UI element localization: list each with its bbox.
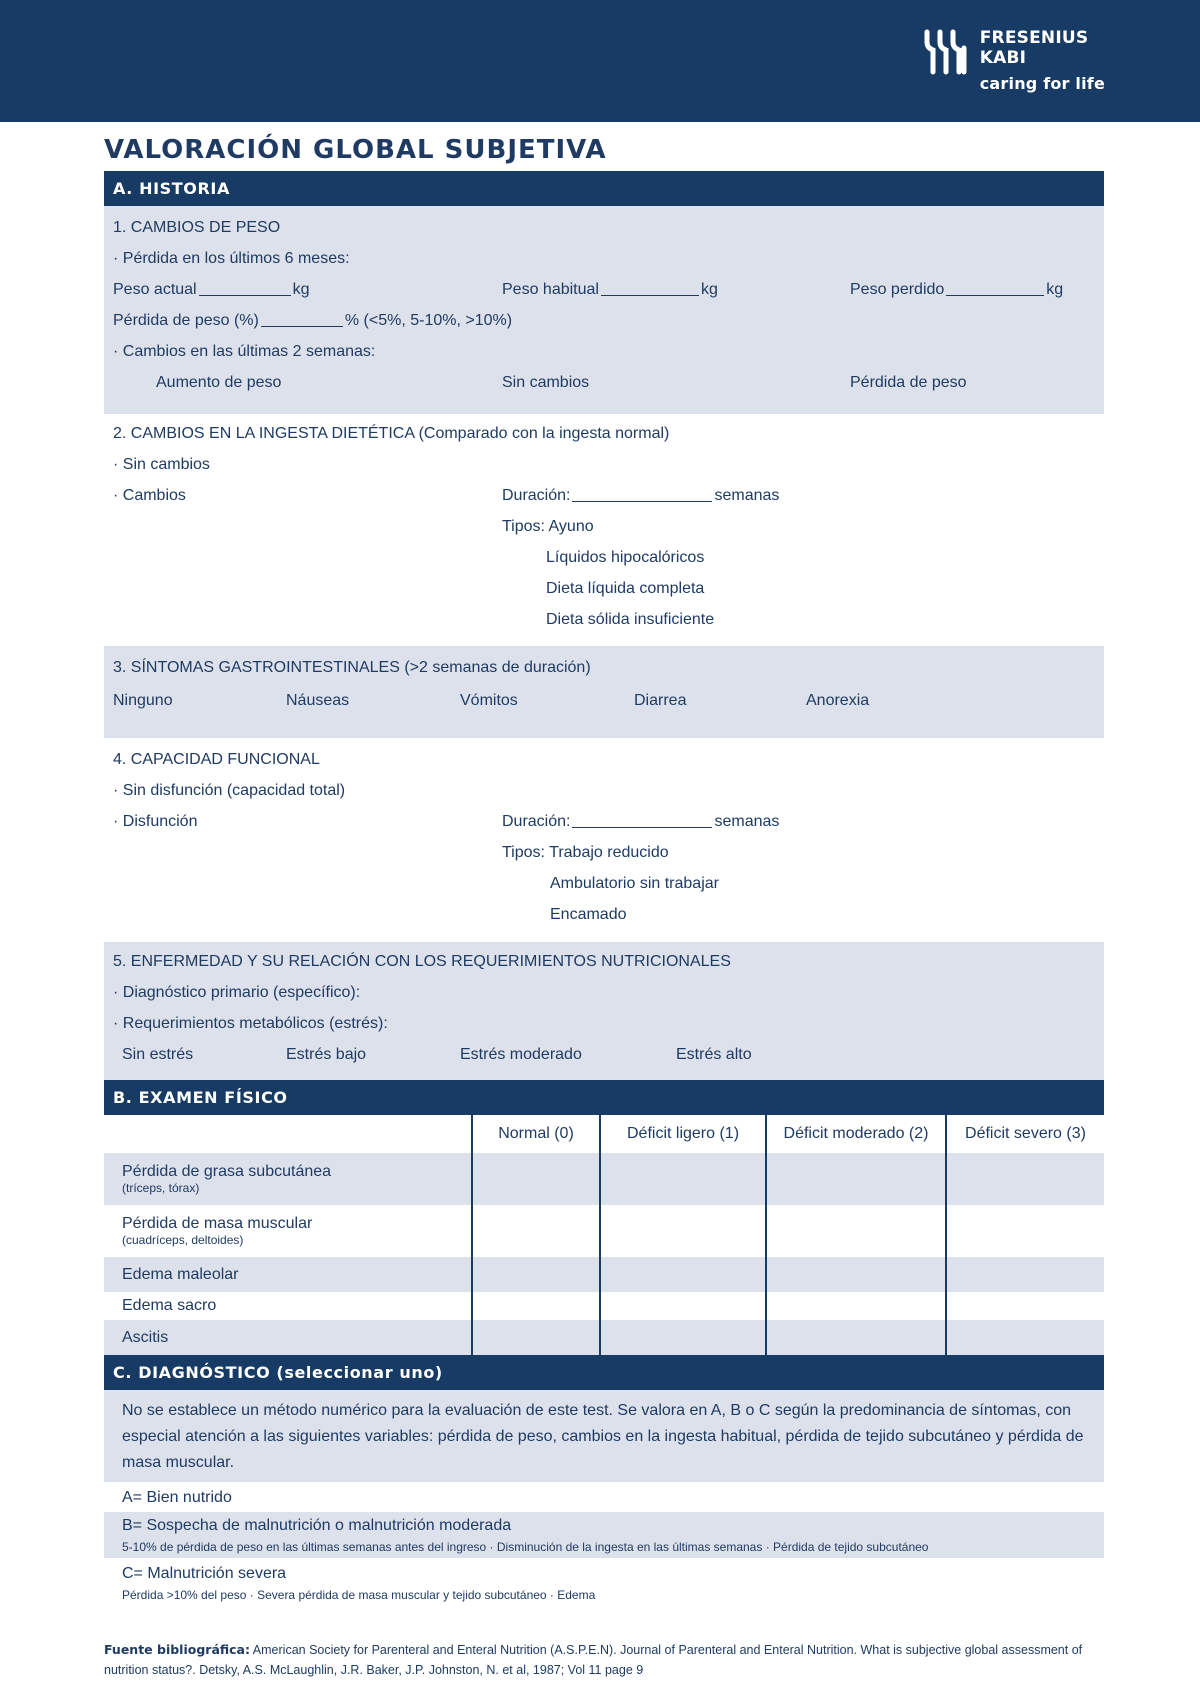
exam-header-blank: [104, 1115, 472, 1153]
exam-cell[interactable]: [946, 1205, 1104, 1257]
weight-title: 1. CAMBIOS DE PESO: [113, 219, 281, 236]
functional-semanas-unit: semanas: [714, 813, 780, 830]
gi-vomitos[interactable]: Vómitos: [460, 692, 518, 709]
peso-actual-field[interactable]: [199, 278, 291, 296]
disease-section: [104, 942, 1104, 1080]
weight-changes-section: [104, 206, 1104, 414]
diagnosis-description: No se establece un método numérico para la evaluación de este test. Se valora en A, B o C según la predominancia de síntomas, con especial atención a las siguientes variables: pérdida de peso, cambios en la ingesta habitual, pérdida de tejido subcutáneo y pérdida de masa muscular.: [104, 1390, 1104, 1482]
intake-cambios[interactable]: · Cambios: [113, 487, 186, 504]
peso-actual-unit: kg: [292, 281, 310, 298]
intake-tipo-liquidos[interactable]: Líquidos hipocalóricos: [546, 549, 705, 566]
fresenius-logo-icon: [922, 28, 970, 76]
section-a-heading: A. HISTORIA: [104, 171, 1104, 206]
exam-cell[interactable]: [472, 1153, 600, 1205]
table-row: [104, 1153, 1104, 1205]
exam-col-severo: Déficit severo (3): [946, 1115, 1104, 1153]
functional-tipo-trabajo[interactable]: Tipos: Trabajo reducido: [502, 844, 669, 861]
exam-cell[interactable]: [472, 1320, 600, 1355]
table-row: [104, 1292, 1104, 1320]
exam-cell[interactable]: [946, 1153, 1104, 1205]
peso-perdido-label: Peso perdido: [850, 281, 945, 298]
exam-cell[interactable]: [600, 1320, 766, 1355]
stress-bajo[interactable]: Estrés bajo: [286, 1046, 367, 1063]
physical-exam-table: [104, 1115, 1104, 1355]
brand-tagline: caring for life: [979, 74, 1105, 93]
intake-tipo-dieta-liquida[interactable]: Dieta líquida completa: [546, 580, 705, 597]
exam-row-label: Pérdida de grasa subcutánea: [122, 1163, 332, 1180]
diagnosis-c-detail: Pérdida >10% del peso · Severa pérdida de masa muscular y tejido subcutáneo · Edema: [122, 1588, 596, 1602]
stress-moderado[interactable]: Estrés moderado: [460, 1046, 582, 1063]
functional-sin-disfuncion[interactable]: · Sin disfunción (capacidad total): [113, 782, 346, 799]
fresenius-kabi-logo: [922, 28, 1105, 94]
exam-cell[interactable]: [946, 1320, 1104, 1355]
functional-duracion-field[interactable]: [572, 810, 712, 828]
exam-cell[interactable]: [472, 1257, 600, 1292]
exam-col-ligero: Déficit ligero (1): [600, 1115, 766, 1153]
form-page: [104, 122, 1104, 1604]
intake-duracion-field[interactable]: [572, 484, 712, 502]
perdida-pct-label: Pérdida de peso (%): [113, 312, 259, 329]
gi-nauseas[interactable]: Náuseas: [286, 692, 350, 709]
diagnosis-b-label: B= Sospecha de malnutrición o malnutrición moderada: [122, 1517, 512, 1534]
functional-tipo-ambulatorio[interactable]: Ambulatorio sin trabajar: [550, 875, 719, 892]
exam-cell[interactable]: [600, 1292, 766, 1320]
intake-sin-cambios[interactable]: · Sin cambios: [113, 456, 210, 473]
stress-alto[interactable]: Estrés alto: [676, 1046, 752, 1063]
exam-row-sub: (tríceps, tórax): [122, 1181, 200, 1195]
option-perdida-peso[interactable]: Pérdida de peso: [850, 374, 967, 391]
brand-name-line1: FRESENIUS: [979, 28, 1089, 48]
exam-cell[interactable]: [946, 1292, 1104, 1320]
source-footnote: [104, 1640, 1104, 1680]
peso-habitual-unit: kg: [700, 281, 718, 298]
functional-capacity-section: [104, 738, 1104, 942]
table-row: [104, 1205, 1104, 1257]
exam-col-normal: Normal (0): [472, 1115, 600, 1153]
intake-tipo-dieta-solida[interactable]: Dieta sólida insuficiente: [546, 611, 715, 628]
gi-diarrea[interactable]: Diarrea: [634, 692, 687, 709]
functional-disfuncion[interactable]: · Disfunción: [113, 813, 198, 830]
exam-col-moderado: Déficit moderado (2): [766, 1115, 946, 1153]
peso-perdido-field[interactable]: [946, 278, 1044, 296]
option-sin-cambios[interactable]: Sin cambios: [502, 374, 590, 391]
exam-cell[interactable]: [946, 1257, 1104, 1292]
gi-symptoms-section: [104, 646, 1104, 738]
diagnosis-c-label: C= Malnutrición severa: [122, 1565, 287, 1582]
intake-title: 2. CAMBIOS EN LA INGESTA DIETÉTICA (Comparado con la ingesta normal): [113, 425, 670, 442]
peso-perdido-unit: kg: [1046, 281, 1064, 298]
stress-sin[interactable]: Sin estrés: [122, 1046, 194, 1063]
pct-ranges: % (<5%, 5-10%, >10%): [344, 312, 513, 329]
source-text: American Society for Parenteral and Enteral Nutrition (A.S.P.E.N). Journal of Parenteral and Enteral Nutrition. What is subjective global assessment of nutrition status?. Detsky, A.S. McLaughlin, J.R. Baker, J.P. Johnston, N. et al, 1987; Vol 11 page 9: [104, 1643, 1083, 1677]
intake-duracion-label: Duración:: [502, 487, 571, 504]
exam-row-label: Edema maleolar: [122, 1265, 239, 1283]
diagnosis-option-b[interactable]: [104, 1512, 1104, 1558]
exam-cell[interactable]: [472, 1292, 600, 1320]
exam-cell[interactable]: [472, 1205, 600, 1257]
intake-changes-section: [104, 414, 1104, 646]
table-row: [104, 1257, 1104, 1292]
exam-row-sub: (cuadríceps, deltoides): [122, 1233, 244, 1247]
diagnosis-b-detail: 5-10% de pérdida de peso en las últimas semanas antes del ingreso · Disminución de la ingesta en las últimas semanas · Pérdida de tejido subcutáneo: [122, 1540, 929, 1554]
section-c-heading: C. DIAGNÓSTICO (seleccionar uno): [104, 1355, 1104, 1390]
peso-actual-label: Peso actual: [113, 281, 197, 298]
exam-row-label: Ascitis: [122, 1328, 169, 1346]
table-row: [104, 1320, 1104, 1355]
gi-ninguno[interactable]: Ninguno: [113, 692, 173, 709]
perdida-pct-field[interactable]: [261, 309, 343, 327]
peso-habitual-field[interactable]: [601, 278, 699, 296]
intake-semanas-unit: semanas: [714, 487, 780, 504]
gi-anorexia[interactable]: Anorexia: [806, 692, 870, 709]
intake-tipo-ayuno[interactable]: Tipos: Ayuno: [502, 518, 594, 535]
exam-cell[interactable]: [766, 1320, 946, 1355]
exam-cell[interactable]: [766, 1153, 946, 1205]
exam-row-label: Pérdida de masa muscular: [122, 1215, 313, 1232]
exam-cell[interactable]: [766, 1292, 946, 1320]
functional-tipo-encamado[interactable]: Encamado: [550, 906, 627, 923]
functional-title: 4. CAPACIDAD FUNCIONAL: [113, 751, 320, 768]
source-label: Fuente bibliográfica:: [104, 1642, 250, 1657]
option-aumento-peso[interactable]: Aumento de peso: [156, 374, 282, 391]
exam-cell[interactable]: [766, 1257, 946, 1292]
page-title: VALORACIÓN GLOBAL SUBJETIVA: [104, 135, 607, 165]
loss-6m-label: · Pérdida en los últimos 6 meses:: [113, 250, 350, 267]
peso-habitual-label: Peso habitual: [502, 281, 599, 298]
diagnosis-option-a[interactable]: A= Bien nutrido: [122, 1489, 232, 1506]
exam-cell[interactable]: [600, 1205, 766, 1257]
exam-cell[interactable]: [766, 1205, 946, 1257]
diagnosis-option-c[interactable]: [104, 1558, 1104, 1604]
exam-row-label: Edema sacro: [122, 1297, 217, 1314]
disease-title: 5. ENFERMEDAD Y SU RELACIÓN CON LOS REQUERIMIENTOS NUTRICIONALES: [113, 953, 731, 970]
section-b-heading: B. EXAMEN FÍSICO: [104, 1080, 1104, 1115]
header-bar: [0, 0, 1200, 122]
functional-duracion-label: Duración:: [502, 813, 571, 830]
exam-cell[interactable]: [600, 1257, 766, 1292]
changes-2w-label: · Cambios en las últimas 2 semanas:: [113, 343, 376, 360]
brand-name-line2: KABI: [979, 48, 1027, 68]
disease-diagnostico: · Diagnóstico primario (específico):: [113, 984, 361, 1001]
disease-requerimientos: · Requerimientos metabólicos (estrés):: [113, 1015, 388, 1032]
exam-cell[interactable]: [600, 1153, 766, 1205]
gi-title: 3. SÍNTOMAS GASTROINTESTINALES (>2 semanas de duración): [113, 659, 591, 676]
